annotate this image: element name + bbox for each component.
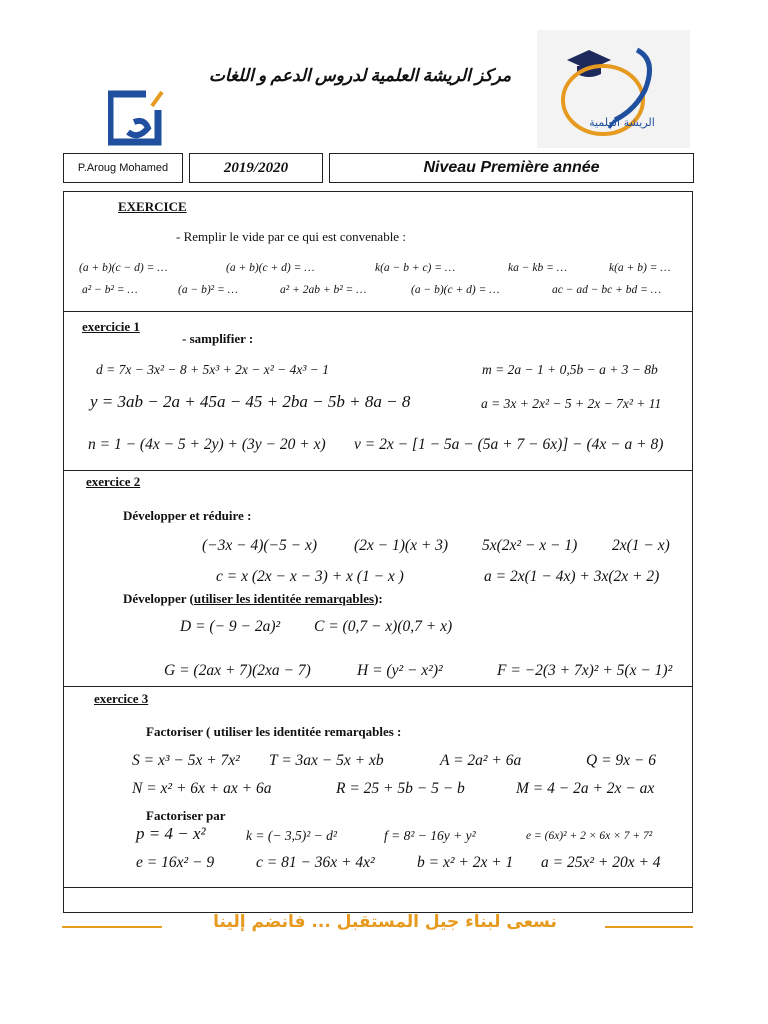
formula-H: H = (y² − x²)² [357,662,443,679]
formula: k(a − b + c) = … [375,262,456,274]
formula: (a − b)² = … [178,284,238,296]
formula-A: A = 2a² + 6a [440,752,522,769]
logo-text: الريشة العلمية [589,116,655,129]
separator [64,686,692,687]
formula-y: y = 3ab − 2a + 45a − 45 + 2ba − 5b + 8a − 8 [90,392,411,411]
formula: (2x − 1)(x + 3) [354,537,449,554]
formula-c: c = 81 − 36x + 4x² [256,854,375,871]
formula-G: G = (2ax + 7)(2xa − 7) [164,662,311,679]
formula-c: c = x (2x − x − 3) + x (1 − x ) [216,568,404,585]
separator [64,887,692,888]
exercice3-title: exercice 3 [94,691,149,706]
formula: (a + b)(c − d) = … [79,262,168,274]
left-logo [108,88,168,146]
formula-C: C = (0,7 − x)(0,7 + x) [314,618,453,635]
formula-F: F = −2(3 + 7x)² + 5(x − 1)² [497,662,673,679]
formula-a: a = 25x² + 20x + 4 [541,854,661,871]
footer-slogan: نسعى لبناء جيل المستقبل ... فانضم إلينا [213,912,557,932]
formula-N: N = x² + 6x + ax + 6a [132,780,272,797]
formula-m: m = 2a − 1 + 0,5b − a + 3 − 8b [482,362,658,377]
formula-b: b = x² + 2x + 1 [417,854,514,871]
center-name: مركز الريشة العلمية لدروس الدعم و اللغات [208,66,512,85]
formula-S: S = x³ − 5x + 7x² [132,752,240,769]
school-year: 2019/2020 [189,153,323,183]
exercice3-instruction2: Factoriser par [146,808,226,823]
identities-underlined: utiliser les identitée remarqables [193,591,375,606]
footer-line-right [605,926,693,928]
level: Niveau Première année [329,153,694,183]
right-logo [537,30,690,148]
formula: a² − b² = … [82,284,138,296]
exercice1-title: exercicie 1 [82,319,140,334]
formula: ac − ad − bc + bd = … [552,284,661,296]
formula-a: a = 3x + 2x² − 5 + 2x − 7x² + 11 [481,396,662,411]
formula-n: n = 1 − (4x − 5 + 2y) + (3y − 20 + x) [88,436,326,453]
formula-k: k = (− 3,5)² − d² [246,828,337,843]
formula: k(a + b) = … [609,262,671,274]
exercice1-instruction: - samplifier : [182,331,254,346]
separator [64,470,692,471]
exercice-instruction: - Remplir le vide par ce qui est convenable : [176,229,406,244]
formula-a: a = 2x(1 − 4x) + 3x(2x + 2) [484,568,660,585]
formula-f: f = 8² − 16y + y² [384,828,476,843]
formula: a² + 2ab + b² = … [280,284,367,296]
formula-e: e = (6x)² + 2 × 6x × 7 + 7² [526,830,653,842]
exercise-frame [63,191,693,913]
formula: (−3x − 4)(−5 − x) [202,537,317,554]
footer-line-left [62,926,162,928]
formula-e2: e = 16x² − 9 [136,854,215,871]
formula: 2x(1 − x) [612,537,670,554]
formula-T: T = 3ax − 5x + xb [269,752,384,769]
formula-M: M = 4 − 2a + 2x − ax [516,780,655,797]
exercice2-instruction2: Développer (utiliser les identitée remarqables): [123,591,383,606]
formula-d: d = 7x − 3x² − 8 + 5x³ + 2x − x² − 4x³ − 1 [96,362,330,377]
info-bar [63,153,694,183]
teacher-name: P.Aroug Mohamed [63,153,183,183]
formula-p: p = 4 − x² [136,824,206,843]
formula-D: D = (− 9 − 2a)² [180,618,281,635]
formula: ka − kb = … [508,262,567,274]
formula: (a + b)(c + d) = … [226,262,315,274]
formula-v: v = 2x − [1 − 5a − (5a + 7 − 6x)] − (4x − a + 8) [354,436,664,453]
formula: (a − b)(c + d) = … [411,284,500,296]
exercice2-title: exercice 2 [86,474,141,489]
exercice2-instruction: Développer et réduire : [123,508,252,523]
formula: 5x(2x² − x − 1) [482,537,578,554]
formula-Q: Q = 9x − 6 [586,752,656,769]
formula-R: R = 25 + 5b − 5 − b [336,780,465,797]
exercice-title: EXERCICE [118,199,187,214]
exercice3-instruction: Factoriser ( utiliser les identitée remarqables : [146,724,402,739]
separator [64,311,692,312]
